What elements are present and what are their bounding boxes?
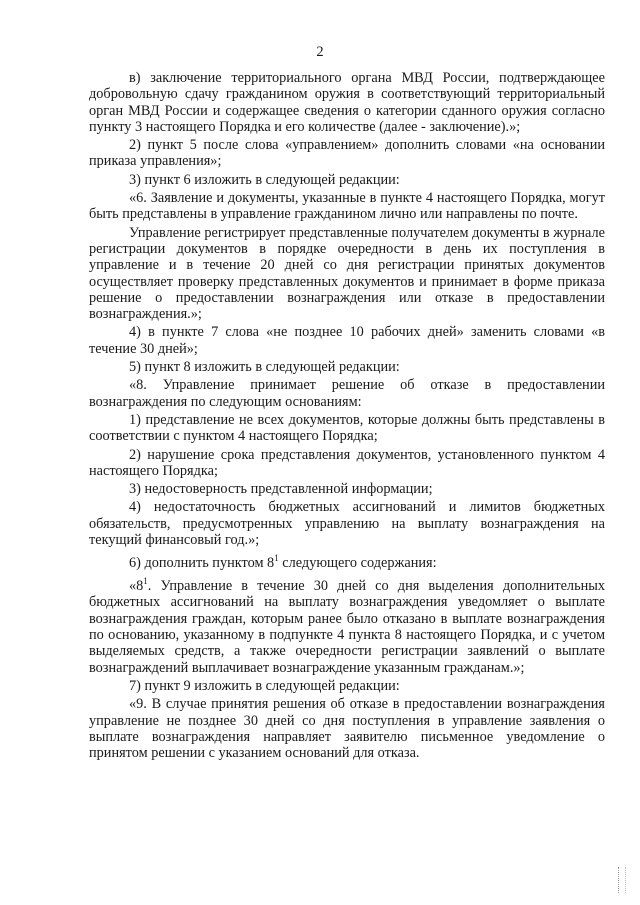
paragraph <box>89 190 605 223</box>
paragraph-text: «8 <box>129 578 144 595</box>
paragraph-text: «6. Заявление и документы, указанные в пункте 4 настоящего Порядка, могут быть представлены в управление гражданином лично или направлены по почте. <box>89 190 605 223</box>
paragraph-text: 1) представление не всех документов, которые должны быть представлены в соответствии с пунктом 4 настоящего Порядка; <box>89 411 605 445</box>
superscript-index: 1 <box>274 553 279 564</box>
paragraph <box>89 70 605 135</box>
paragraph <box>89 172 605 188</box>
paragraph <box>89 377 605 410</box>
paragraph-text: 5) пункт 8 изложить в следующей редакции: <box>129 359 400 376</box>
paragraph <box>89 499 605 548</box>
paragraph-text: «8. Управление принимает решение об отказе в предоставлении вознаграждения по следующим основаниям: <box>89 377 605 410</box>
paragraph <box>89 573 605 676</box>
paragraph <box>89 359 605 375</box>
paragraph <box>89 678 605 694</box>
paragraph-text: 4) в пункте 7 слова «не позднее 10 рабочих дней» заменить словами «в течение 30 дней»; <box>89 324 605 357</box>
paragraph-text: 3) недостоверность представленной информации; <box>129 481 433 498</box>
superscript-index: 1 <box>143 576 148 587</box>
paragraph-text: 7) пункт 9 изложить в следующей редакции: <box>129 677 400 694</box>
paragraph-text: 4) недостаточность бюджетных ассигнований и лимитов бюджетных обязательств, предусмотренных управлению на выплату вознаграждения на текущий финансовый год.»; <box>89 499 605 549</box>
paragraph <box>89 412 605 445</box>
paragraph-text: в) заключение территориального органа МВД России, подтверждающее добровольную сдачу гражданином оружия в соответствующий территориальный орган МВД России и содержащее сведения о категории сданного оружия согласно пункту 3 настоящего Порядка и его количестве (далее - заключение).»; <box>89 70 605 135</box>
paragraph-text: 3) пункт 6 изложить в следующей редакции: <box>129 171 400 188</box>
paragraph-text: Управление регистрирует представленные получателем документы в журнале регистрации документов в порядке очередности в день их поступления в управление и в течение 20 дней со дня регистрации принятых документов осуществляет проверку представленных документов и принимает в форме приказа решение о предоставлении вознаграждения или отказе в предоставлении вознаграждения.»; <box>89 224 605 323</box>
paragraph-text: 2) нарушение срока представления документов, установленного пунктом 4 настоящего Порядка; <box>89 446 605 479</box>
paragraph <box>89 481 605 497</box>
document-body <box>89 70 605 763</box>
paragraph-text: следующего содержания: <box>278 555 437 572</box>
scan-margin-mark <box>618 867 626 893</box>
paragraph <box>89 225 605 323</box>
paragraph-text: 6) дополнить пунктом 8 <box>129 555 275 572</box>
paragraph <box>89 696 605 761</box>
paragraph-text: «9. В случае принятия решения об отказе в предоставлении вознаграждения управление не позднее 30 дней со дня поступления в управление заявления о выплате вознаграждения направляет заявителю письменное уведомление о принятом решении с указанием оснований для отказа. <box>89 696 605 762</box>
paragraph-text: 2) пункт 5 после слова «управлением» дополнить словами «на основании приказа управления»; <box>89 137 605 170</box>
page-number: 2 <box>316 44 324 60</box>
paragraph <box>89 550 605 571</box>
paragraph-text: . Управление в течение 30 дней со дня выделения дополнительных бюджетных ассигнований на выплату вознаграждения уведомляет о выплате вознаграждения граждан, которым ранее было отказано в выплате вознаграждения по основанию, указанному в подпункте 4 пункта 8 настоящего Порядка, и с учетом выделяемых средств, а также очередности регистрации заявлений о выплате вознаграждений выплачивает вознаграждение указанным гражданам.»; <box>89 578 605 676</box>
paragraph <box>89 324 605 357</box>
paragraph <box>89 137 605 170</box>
paragraph <box>89 447 605 480</box>
